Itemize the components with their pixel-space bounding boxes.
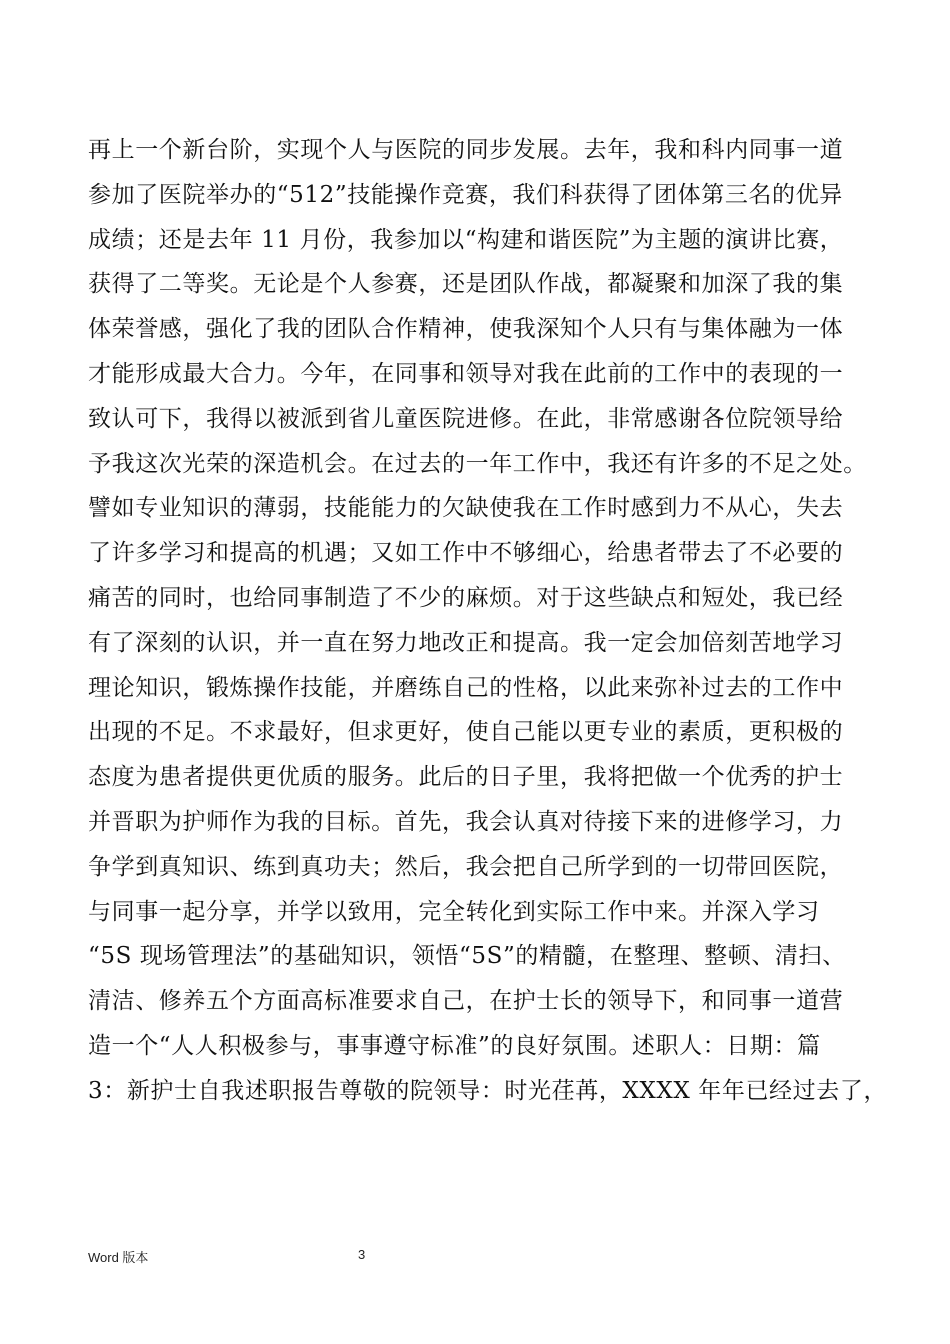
text-line: 予我这次光荣的深造机会。在过去的一年工作中，我还有许多的不足之处。 [88,450,867,477]
text-line: 体荣誉感，强化了我的团队合作精神，使我深知个人只有与集体融为一体 [88,316,844,343]
text-line: 争学到真知识、练到真功夫；然后，我会把自己所学到的一切带回医院， [88,853,844,880]
text-line: 成绩；还是去年 11 月份，我参加以“构建和谐医院”为主题的演讲比赛， [88,226,844,253]
text-line: 有了深刻的认识，并一直在努力地改正和提高。我一定会加倍刻苦地学习 [88,629,844,656]
text-line: 造一个“人人积极参与，事事遵守标准”的良好氛围。述职人：日期：篇 [88,1032,821,1059]
text-line: 才能形成最大合力。今年，在同事和领导对我在此前的工作中的表现的一 [88,360,844,387]
page-footer [0,1247,950,1267]
text-line: 痛苦的同时，也给同事制造了不少的麻烦。对于这些缺点和短处，我已经 [88,584,844,611]
text-line: 3：新护士自我述职报告尊敬的院领导：时光荏苒，XXXX 年年已经过去了， [88,1077,888,1104]
text-line: 致认可下，我得以被派到省儿童医院进修。在此，非常感谢各位院领导给 [88,405,844,432]
document-body [88,128,888,1114]
text-line: “5S 现场管理法”的基础知识，领悟“5S”的精髓，在整理、整顿、清扫、 [88,943,846,970]
text-line: 了许多学习和提高的机遇；又如工作中不够细心，给患者带去了不必要的 [88,540,844,567]
text-line: 参加了医院举办的“512”技能操作竞赛，我们科获得了团体第三名的优异 [88,181,843,208]
footer-version-label: Word 版本 [88,1250,149,1265]
text-line: 再上一个新台阶，实现个人与医院的同步发展。去年，我和科内同事一道 [88,137,844,163]
text-line: 譬如专业知识的薄弱，技能能力的欠缺使我在工作时感到力不从心，失去 [88,495,844,522]
text-line: 清洁、修养五个方面高标准要求自己，在护士长的领导下，和同事一道营 [88,988,844,1015]
text-line: 出现的不足。不求最好，但求更好，使自己能以更专业的素质，更积极的 [88,719,844,746]
text-line: 态度为患者提供更优质的服务。此后的日子里，我将把做一个优秀的护士 [88,764,844,791]
text-line: 与同事一起分享，并学以致用，完全转化到实际工作中来。并深入学习 [88,898,820,925]
text-line: 理论知识，锻炼操作技能，并磨练自己的性格，以此来弥补过去的工作中 [88,674,844,701]
page-number: 3 [358,1247,366,1262]
text-line: 获得了二等奖。无论是个人参赛，还是团队作战，都凝聚和加深了我的集 [88,271,844,298]
text-line: 并晋职为护师作为我的目标。首先，我会认真对待接下来的进修学习，力 [88,808,844,835]
